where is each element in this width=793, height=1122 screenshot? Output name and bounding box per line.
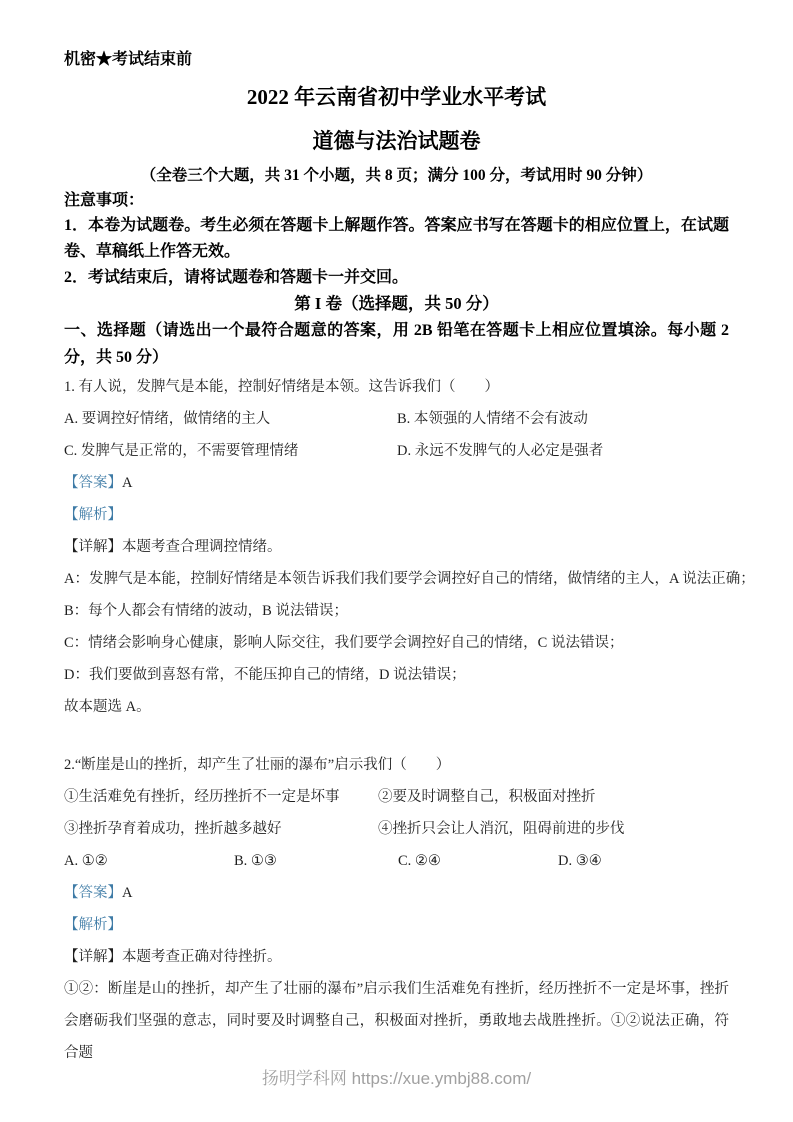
question-2-statements [64,781,729,845]
question-2-choices [64,845,729,877]
question-2-statement-2: ②要及时调整自己，积极面对挫折 [378,789,596,805]
section-1-heading: 一、选择题（请选出一个最符合题意的答案，用 2B 铅笔在答题卡上相应位置填涂。每小题 2 分，共 50 分） [64,322,729,366]
footer-site-url: 扬明学科网 https://xue.ymbj88.com/ [261,1069,532,1088]
footer-watermark [0,1068,793,1090]
exam-title: 2022 年云南省初中学业水平考试 [246,85,547,109]
question-1-option-a: A. 要调控好情绪，做情绪的主人 [64,411,271,427]
analysis-label: 【解析】 [64,507,122,523]
question-2-statement-4: ④挫折只会让人消沉，阻碍前进的步伐 [378,821,625,837]
question-2-statement-1: ①生活难免有挫折，经历挫折不一定是坏事 [64,789,340,805]
question-1-point-a: A：发脾气是本能，控制好情绪是本领告诉我们我们要学会调控好自己的情绪，做情绪的主人，A 说法正确； [64,571,755,587]
question-2-choice-d: D. ③④ [558,853,602,869]
question-2-answer-value: A [122,885,133,901]
question-1-option-c: C. 发脾气是正常的，不需要管理情绪 [64,443,299,459]
part-1-title: 第 I 卷（选择题，共 50 分） [294,294,499,313]
question-2-stem: 2.“断崖是山的挫折，却产生了壮丽的瀑布”启示我们（ ） [64,757,451,773]
question-1-point-c: C：情绪会影响身心健康，影响人际交往，我们要学会调控好自己的情绪，C 说法错误； [64,635,624,651]
question-1-answer-value: A [122,475,133,491]
question-1-conclusion: 故本题选 A。 [64,699,151,715]
question-2-explanation: ①②：断崖是山的挫折，却产生了壮丽的瀑布”启示我们生活难免有挫折，经历挫折不一定是坏事，挫折会磨砺我们坚强的意志，同时要及时调整自己，积极面对挫折，勇敢地去战胜挫折。①②说法正确，符合题 [64,981,729,1061]
question-1-options [64,403,729,467]
answer-label: 【答案】 [64,885,122,901]
analysis-label: 【解析】 [64,917,122,933]
question-2-choice-b: B. ①③ [234,853,277,869]
question-2-detail: 【详解】本题考查正确对待挫折。 [64,949,282,965]
notice-heading: 注意事项： [64,192,145,209]
question-1-point-b: B：每个人都会有情绪的波动，B 说法错误； [64,603,348,619]
question-2-choice-c: C. ②④ [398,853,441,869]
notice-item-2: 2．考试结束后，请将试题卷和答题卡一并交回。 [64,269,409,286]
confidential-notice: 机密★考试结束前 [64,51,193,68]
question-2-answer-line [64,877,729,909]
question-1-answer-line [64,467,729,499]
question-1 [64,371,755,723]
question-1-detail: 【详解】本题考查合理调控情绪。 [64,539,282,555]
question-2 [64,749,729,1069]
question-2-choice-a: A. ①② [64,853,108,869]
question-1-point-d: D：我们要做到喜怒有常，不能压抑自己的情绪，D 说法错误； [64,667,466,683]
question-1-option-b: B. 本领强的人情绪不会有波动 [397,411,588,427]
notice-item-1: 1．本卷为试题卷。考生必须在答题卡上解题作答。答案应书写在答题卡的相应位置上，在试题卷、草稿纸上作答无效。 [64,217,729,260]
question-1-option-d: D. 永远不发脾气的人必定是强者 [397,443,604,459]
answer-label: 【答案】 [64,475,122,491]
question-2-statement-3: ③挫折孕育着成功，挫折越多越好 [64,821,282,837]
exam-meta-info: （全卷三个大题，共 31 个小题，共 8 页；满分 100 分，考试用时 90 分钟） [140,167,653,184]
question-1-stem: 1. 有人说，发脾气是本能，控制好情绪是本领。这告诉我们（ ） [64,379,499,395]
exam-subtitle: 道德与法治试题卷 [312,129,481,153]
